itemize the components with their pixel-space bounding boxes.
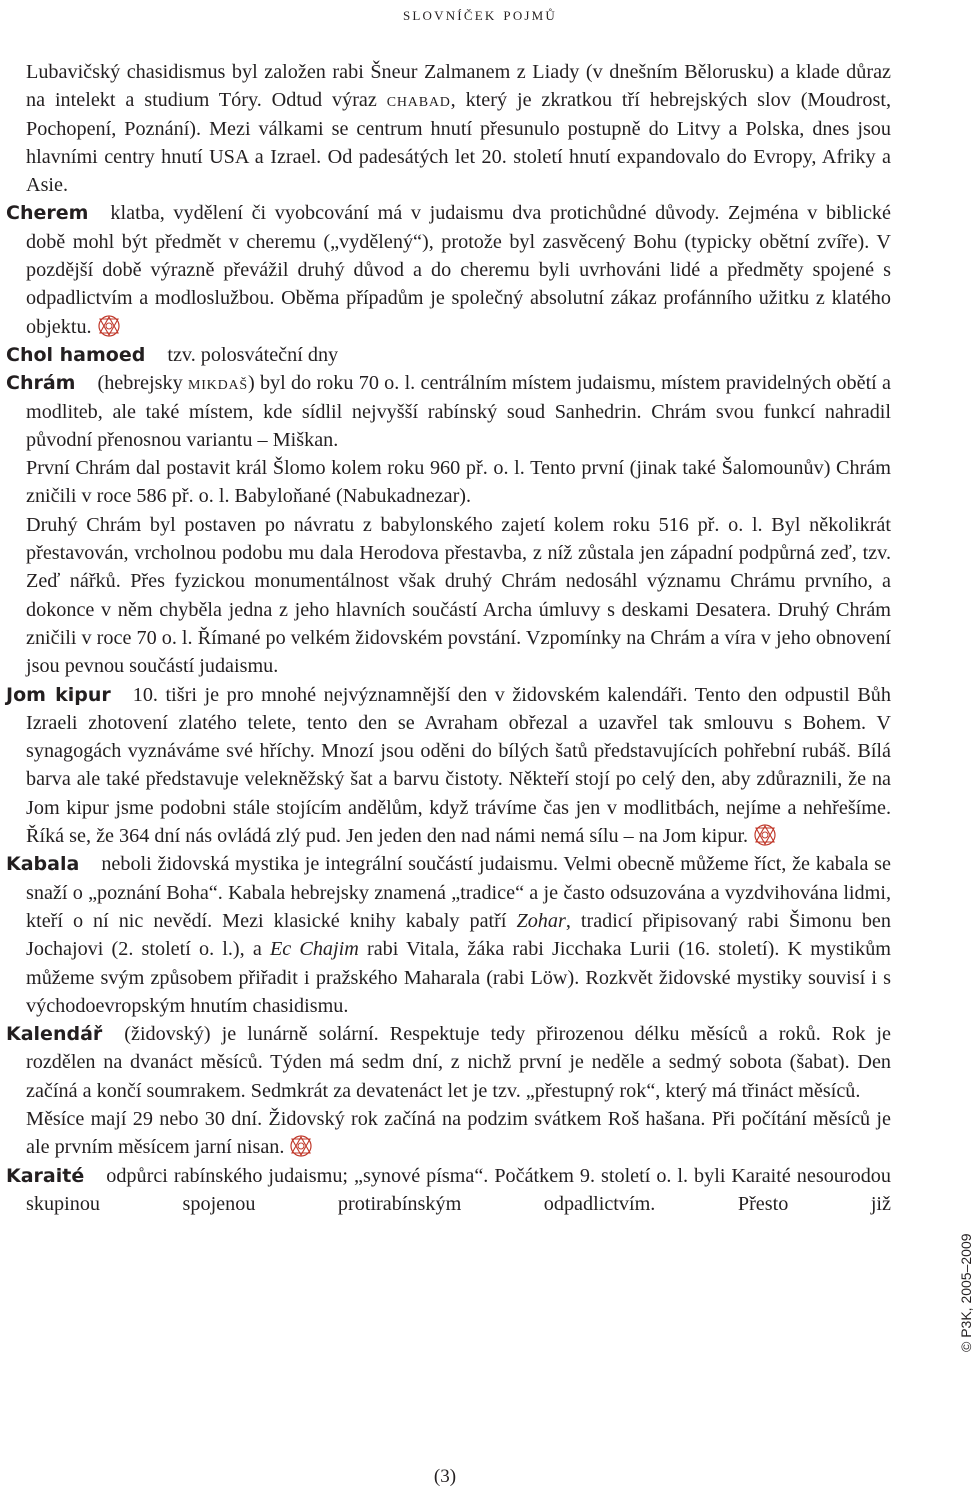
entry-term-chram: Chrám <box>6 372 76 395</box>
kalendar-text-2: Měsíce mají 29 nebo 30 dní. Židovský rok začíná na podzim svátkem Roš hašana. Při počítání měsíců je ale prvním měsícem jarní nisan. <box>26 1107 891 1159</box>
entry-text-chram-2: ) byl do roku 70 o. l. centrálním místem judaismu, místem pravidelných obětí a modliteb, ale také místem, kde sídlil nejvyšší rabínský soud Sanhedrin. Chrám svou funkcí nahradil původní přenosnou variantu – Miškan. <box>26 372 891 451</box>
star-of-david-icon <box>98 315 120 337</box>
entry-term-karaite: Karaité <box>6 1164 85 1187</box>
intro-paragraph <box>6 58 891 199</box>
entry-cherem <box>6 199 891 340</box>
intro-text-2: , který je zkratkou tří hebrejských slov (Moudrost, Pochopení, Poznání). Mezi válkami se centrum hnutí přesunulo postupně do Litvy a Polska, dnes jsou hlavními centry hnutí USA a Izrael. Od padesátých let 20. století hnutí expandovalo do Evropy, Afriky a Asie. <box>26 89 891 197</box>
entry-text-cherem: klatba, vydělení či vyobcování má v judaismu dva protichůdné důvody. Zejména v biblické době mohl být předmět v cheremu („vydělený“), protože byl zasvěcený Bohu (typicky obětní zvíře). V pozdější době výrazně převážil druhý důvod a do cheremu byli uvrhováni lidé a předměty spojené s odpadlictvím a modloslužbou. Oběma případům je společný absolutní zákaz profánního užitku z klatého objektu. <box>26 202 891 338</box>
book-title-ec-chajim: Ec Chajim <box>269 938 359 961</box>
entry-term-cherem: Cherem <box>6 202 89 225</box>
entry-term-chol-hamoed: Chol hamoed <box>6 343 146 366</box>
chram-paragraph-2: První Chrám dal postavit král Šlomo kolem roku 960 př. o. l. Tento první (jinak také Šalomounův) Chrám zničili v roce 586 př. o. l. Babyloňané (Nabukadnezar). <box>26 457 891 508</box>
entry-chram <box>6 369 891 454</box>
page-number: (3) <box>433 1466 457 1487</box>
entry-karaite <box>6 1162 891 1219</box>
entry-term-kalendar: Kalendář <box>6 1023 103 1046</box>
intro-text-1: Lubavičský chasidismus byl založen rabi Šneur Zalmanem z Liady (v dnešním Bělorusku) a klade důraz na intelekt a studium Tóry. Odtud výraz <box>26 61 891 112</box>
star-of-david-icon <box>754 824 776 846</box>
entry-text-chol-hamoed: tzv. polosváteční dny <box>167 343 339 366</box>
entry-kabala <box>6 850 891 1020</box>
entry-text-jom-kipur: 10. tišri je pro mnohé nejvýznamnější den v židovském kalendáři. Tento den odpustil Bůh Izraeli zhotovení zlatého telete, tento den se Avraham obřezal a uzavřel tak smlouvu s Bohem. V synagogách vyznáváme své hříchy. Mnozí jsou oděni do bílých šatů představujících pohřební rubáš. Bílá barva ale také představuje velekněžský šat a barvu čistoty. Někteří stojí po celý den, aby zdůraznili, že na Jom kipur jsme podobni stále stojícím andělům, když trávíme čas jen v modlitbách, nejíme a nehřešíme. Říká se, že 364 dní nás ovládá zlý pud. Jen jeden den nad námi nemá sílu – na Jom kipur. <box>26 683 891 848</box>
entry-term-kabala: Kabala <box>6 853 80 876</box>
book-title-zohar: Zohar <box>516 909 566 932</box>
entry-text-karaite: odpůrci rabínského judaismu; „synové písma“. Počátkem 9. století o. l. byli Karaité nesourodou skupinou spojenou protirabínským odpadlictvím. Přesto již <box>26 1164 891 1215</box>
entry-text-kabala-1: neboli židovská mystika je integrální součástí judaismu. Velmi obecně můžeme říct, že kabala se snaží o „poznání Boha“. Kabala hebrejsky znamená „tradice“ a je často odsuzována a vyzdvihována lidmi, kteří o ní nic nevědí. Mezi klasické knihy kabaly patří <box>26 853 891 932</box>
chram-paragraph-3: Druhý Chrám byl postaven po návratu z babylonského zajetí kolem roku 516 př. o. l. Byl několikrát přestavován, vrcholnou podobu mu dala Herodova přestavba, z níž zůstala jen západní podpůrná zeď, tzv. Zeď nářků. Přes fyzickou monumentálnost však druhý Chrám nedosáhl významu Chrámu prvního, a dokonce v něm chyběla jedna z jeho hlavních součástí Archa úmluvy s deskami Desatera. Druhý Chrám zničili v roce 70 o. l. Římané po velkém židovském povstání. Vzpomínky na Chrám a víra v jeho obnovení jsou pevnou součástí judaismu. <box>26 513 891 678</box>
star-of-david-icon <box>290 1135 312 1157</box>
entry-chol-hamoed <box>6 341 891 369</box>
term-mikdas: mikdaš <box>187 372 248 395</box>
glossary-content <box>6 58 891 1218</box>
entry-jom-kipur <box>6 681 891 851</box>
entry-term-jom-kipur: Jom kipur <box>6 683 111 706</box>
entry-text-chram-1: (hebrejsky <box>97 372 183 395</box>
entry-kalendar <box>6 1020 891 1105</box>
entry-text-kabala-2: , tradicí připisovaný rabi Šimonu ben Jochajovi (2. století o. l.), a <box>26 909 891 961</box>
entry-text-kabala-3: rabi Vitala, žáka rabi Jicchaka Lurii (16. století). K mystikům můžeme svým způsobem přiřadit i pražského Maharala (rabi Löw). Rozkvět židovské mystiky souvisí i s východoevropským hnutím chasidismu. <box>26 938 892 1017</box>
entry-text-kalendar: (židovský) je lunárně solární. Respektuje tedy přirozenou délku měsíců a roků. Rok je rozdělen na dvanáct měsíců. Týden má sedm dní, z nichž první je neděle a sedmý sobota (šabat). Den začíná a končí soumrakem. Sedmkrát za devatenáct let je tzv. „přestupný rok“, který má třináct měsíců. <box>26 1023 891 1102</box>
page-header: slovníček pojmů <box>402 4 558 25</box>
term-chabad: chabad <box>386 89 451 112</box>
copyright-note: © P3K, 2005–2009 <box>958 1233 974 1352</box>
kalendar-paragraph-2 <box>6 1105 891 1162</box>
